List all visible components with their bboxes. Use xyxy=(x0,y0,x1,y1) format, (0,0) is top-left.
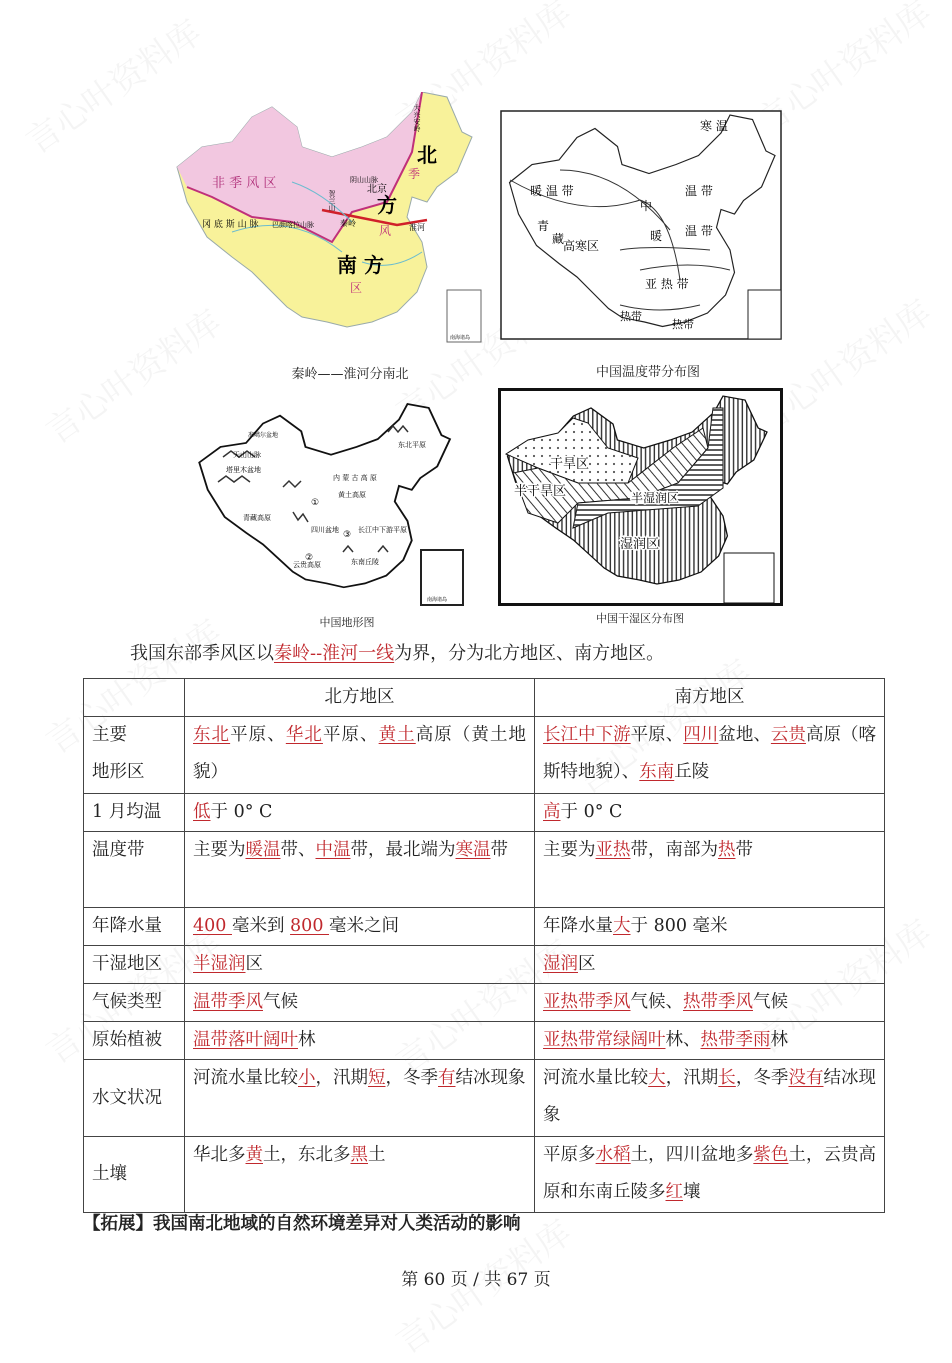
map-label: 北京 xyxy=(367,184,387,195)
map-label: 青藏高原 xyxy=(243,514,271,522)
answer-highlight: 紫色 xyxy=(753,1145,789,1165)
map-label: 风 xyxy=(379,224,392,238)
map-label: 南海诸岛 xyxy=(427,597,448,603)
answer-highlight: 黄 xyxy=(245,1145,263,1165)
map-label: 热带 xyxy=(620,310,642,323)
answer-highlight: 中温 xyxy=(315,840,351,860)
row-label xyxy=(84,794,185,832)
cell-north xyxy=(185,908,535,946)
table-row xyxy=(84,984,885,1022)
answer-highlight: 小 xyxy=(298,1068,316,1088)
answer-highlight: 东南 xyxy=(639,762,675,782)
table-row xyxy=(84,717,885,794)
cell-north xyxy=(185,1137,535,1213)
row-label xyxy=(84,908,185,946)
answer-highlight: 热 xyxy=(718,840,736,860)
page-footer: 第 60 页 / 共 67 页 xyxy=(401,1270,551,1290)
text-segment: 土，云贵高原和东南丘陵多 xyxy=(543,1145,877,1202)
map-label: 黄土高原 xyxy=(338,491,366,499)
answer-highlight: 四川 xyxy=(683,725,719,745)
answer-highlight: 寒温 xyxy=(455,840,491,860)
header-cell-empty xyxy=(84,679,185,717)
answer-highlight: 温带落叶阔叶 xyxy=(193,1030,298,1050)
answer-highlight: 东北 xyxy=(193,725,231,745)
cell-north xyxy=(185,717,535,794)
answer-highlight: 华北 xyxy=(285,725,323,745)
answer-highlight: 高 xyxy=(543,802,561,822)
text-segment: 主要为 xyxy=(193,840,246,860)
map-label: 云贵高原 xyxy=(293,561,321,569)
text-segment: 土，东北多 xyxy=(263,1145,351,1165)
map-label: 冈 底 斯 山 脉 xyxy=(202,220,259,230)
cell-north xyxy=(185,1022,535,1060)
text-segment: 林 xyxy=(298,1030,316,1050)
text-segment: 气候、 xyxy=(630,992,683,1012)
answer-highlight: 水稻 xyxy=(595,1145,631,1165)
text-segment: 于 800 毫米 xyxy=(630,916,728,936)
map-label: 区 xyxy=(350,281,363,295)
text-segment: 气候 xyxy=(753,992,788,1012)
row-label-line: 气候类型 xyxy=(92,992,162,1012)
text-segment: 气候 xyxy=(263,992,298,1012)
cell-north xyxy=(185,794,535,832)
map-label: 热带 xyxy=(672,318,694,331)
table-row xyxy=(84,794,885,832)
row-label-line: 主要 xyxy=(92,725,127,745)
row-label xyxy=(84,1022,185,1060)
answer-highlight: 低 xyxy=(193,802,211,822)
answer-highlight: 没有 xyxy=(788,1068,824,1088)
north-south-comparison-table xyxy=(83,678,885,1213)
text-segment: 高原（黄土地貌） xyxy=(193,725,527,782)
row-label-line: 年降水量 xyxy=(92,916,162,936)
answer-highlight: 热带季雨 xyxy=(700,1030,771,1050)
map-label: 青 xyxy=(537,219,550,233)
cell-south xyxy=(535,717,885,794)
row-label xyxy=(84,717,185,794)
text-segment: 林 xyxy=(770,1030,788,1050)
map-label: 南海诸岛 xyxy=(450,335,471,341)
table-row xyxy=(84,1137,885,1213)
header-cell-north: 北方地区 xyxy=(185,679,535,717)
text-segment: 华北多 xyxy=(193,1145,246,1165)
row-label-line: 地形区 xyxy=(92,762,145,782)
text-segment: 结冰现象 xyxy=(455,1068,526,1088)
map-label: 阴山山脉 xyxy=(350,176,378,184)
answer-highlight: 云贵 xyxy=(770,725,806,745)
text-segment: 毫米之间 xyxy=(329,916,400,936)
map-label: 高寒区 xyxy=(563,239,600,253)
text-segment: ，汛期 xyxy=(665,1068,719,1088)
text-segment: 区 xyxy=(245,954,263,974)
map-caption: 中国地形图 xyxy=(319,616,375,629)
answer-highlight: 暖温 xyxy=(245,840,281,860)
map-label: 季 xyxy=(408,167,421,181)
cell-north xyxy=(185,984,535,1022)
table-row xyxy=(84,832,885,908)
map-label: 南 方 xyxy=(337,253,384,277)
map-caption: 秦岭——淮河分南北 xyxy=(291,367,409,382)
row-label xyxy=(84,946,185,984)
answer-highlight: 800 xyxy=(290,916,330,936)
header-cell-south: 南方地区 xyxy=(535,679,885,717)
map-label: 暖 xyxy=(650,229,663,243)
map-label: 贺兰山 xyxy=(328,190,336,211)
text-segment: 带 xyxy=(735,840,753,860)
answer-highlight: 温带季风 xyxy=(193,992,263,1012)
text-segment: 丘陵 xyxy=(674,762,710,782)
row-label xyxy=(84,1137,185,1213)
row-label-line: 温度带 xyxy=(92,840,145,860)
dry-wet-zone-map xyxy=(498,388,783,606)
map-label: 方 xyxy=(377,193,397,217)
map-label: 温 带 xyxy=(685,224,713,238)
answer-highlight: 黄土 xyxy=(378,725,416,745)
map-caption: 中国温度带分布图 xyxy=(595,365,701,380)
text-segment: ，汛期 xyxy=(315,1068,368,1088)
map-caption: 中国干湿区分布图 xyxy=(596,612,684,625)
row-label-line: 水文状况 xyxy=(92,1087,162,1108)
table-row xyxy=(84,1060,885,1137)
cell-north xyxy=(185,832,535,908)
map-label: 内 蒙 古 高 原 xyxy=(333,474,377,482)
answer-highlight: 湿润 xyxy=(543,954,578,974)
map-label: 秦岭 xyxy=(340,219,356,228)
map-label: 东北平原 xyxy=(398,441,426,449)
text-segment: 区 xyxy=(578,954,596,974)
extension-heading: 【拓展】我国南北地域的自然环境差异对人类活动的影响 xyxy=(83,1214,521,1234)
text-segment: 平原多 xyxy=(543,1145,596,1165)
answer-highlight: 亚热带常绿阔叶 xyxy=(543,1030,666,1050)
map-label: 准噶尔盆地 xyxy=(248,432,279,439)
cell-south xyxy=(535,1137,885,1213)
answer-highlight: 秦岭--淮河一线 xyxy=(274,643,395,664)
table-row xyxy=(84,1022,885,1060)
table-row xyxy=(84,908,885,946)
text-segment: ，冬季 xyxy=(385,1068,438,1088)
text-segment: 林、 xyxy=(665,1030,701,1050)
text-segment: 河流水量比较 xyxy=(543,1068,649,1088)
row-label-line: 干湿地区 xyxy=(92,954,162,974)
map-label: ① xyxy=(311,498,320,508)
map-label: 半湿润区 xyxy=(631,491,680,505)
text-segment: 土 xyxy=(368,1145,386,1165)
row-label xyxy=(84,1060,185,1137)
map-label: 塔里木盆地 xyxy=(226,466,261,474)
text-segment: 毫米到 xyxy=(231,916,291,936)
text-segment: ，冬季 xyxy=(735,1068,789,1088)
map-label: 亚 热 带 xyxy=(645,277,689,291)
text-segment: 平原、 xyxy=(230,725,286,745)
row-label-line: 原始植被 xyxy=(92,1030,162,1050)
map-label: ② xyxy=(305,553,314,563)
cell-south xyxy=(535,1022,885,1060)
answer-highlight: 红 xyxy=(665,1182,683,1202)
answer-highlight: 亚热 xyxy=(595,840,631,860)
answer-highlight: 热带季风 xyxy=(683,992,753,1012)
answer-highlight: 黑 xyxy=(350,1145,368,1165)
map-label: 半干旱区 xyxy=(514,484,567,499)
map-label: 淮河 xyxy=(409,223,425,232)
answer-highlight: 长江中下游 xyxy=(543,725,631,745)
text-segment: 平原、 xyxy=(630,725,684,745)
map-label: 干旱区 xyxy=(550,457,590,472)
cell-north xyxy=(185,946,535,984)
answer-highlight: 长 xyxy=(718,1068,736,1088)
table-row xyxy=(84,946,885,984)
map-label: 湿润区 xyxy=(620,537,660,552)
row-label-line: 土壤 xyxy=(92,1164,127,1184)
cell-south xyxy=(535,908,885,946)
map-label: 非 季 风 区 xyxy=(212,176,277,191)
map-label: 四川盆地 xyxy=(311,526,339,534)
map-label: 长江中下游平原 xyxy=(358,526,407,534)
cell-south xyxy=(535,1060,885,1137)
text-segment: 结冰现象 xyxy=(543,1068,877,1125)
text-segment: 于 0° C xyxy=(560,802,623,822)
text-segment: 平原、 xyxy=(322,725,379,745)
answer-highlight: 大 xyxy=(648,1068,666,1088)
intro-sentence xyxy=(130,642,664,666)
map-label: 巴颜喀拉山脉 xyxy=(272,221,314,229)
answer-highlight: 有 xyxy=(438,1068,456,1088)
text-segment: 带、 xyxy=(280,840,316,860)
text-segment: 壤 xyxy=(683,1182,701,1202)
answer-highlight: 亚热带季风 xyxy=(543,992,631,1012)
map-label: 大兴安岭 xyxy=(413,104,421,132)
row-label xyxy=(84,832,185,908)
text-segment: 为界，分为北方地区、南方地区。 xyxy=(394,643,665,664)
cell-south xyxy=(535,794,885,832)
map-label: 北 xyxy=(417,143,437,167)
text-segment: 主要为 xyxy=(543,840,596,860)
temperature-zone-map xyxy=(500,110,782,340)
text-segment: 土，四川盆地多 xyxy=(630,1145,754,1165)
answer-highlight: 大 xyxy=(613,916,631,936)
cell-south xyxy=(535,984,885,1022)
map-label: 中 xyxy=(640,199,653,213)
row-label-line: 1 月均温 xyxy=(92,802,162,822)
map-label: 东南丘陵 xyxy=(351,558,379,566)
text-segment: 我国东部季风区以 xyxy=(130,643,274,664)
cell-north xyxy=(185,1060,535,1137)
map-label: 藏 xyxy=(552,232,565,246)
text-segment: 年降水量 xyxy=(543,916,613,936)
text-segment: 带，南部为 xyxy=(630,840,718,860)
answer-highlight: 400 xyxy=(193,916,232,936)
text-segment: 高原（喀斯特地貌）、 xyxy=(543,725,877,782)
text-segment: 带，最北端为 xyxy=(350,840,456,860)
map-label: 天山山脉 xyxy=(233,451,261,459)
text-segment: 河流水量比较 xyxy=(193,1068,298,1088)
cell-south xyxy=(535,832,885,908)
map-label: ③ xyxy=(343,530,352,540)
answer-highlight: 短 xyxy=(368,1068,386,1088)
text-segment: 带 xyxy=(490,840,508,860)
answer-highlight: 半湿润 xyxy=(193,954,246,974)
map-label: 暖 温 带 xyxy=(530,184,574,198)
terrain-map xyxy=(193,402,465,607)
cell-south xyxy=(535,946,885,984)
text-segment: 于 0° C xyxy=(210,802,273,822)
map-label: 温 带 xyxy=(685,184,713,198)
table-header-row xyxy=(84,679,885,717)
qinling-huaihe-map xyxy=(172,92,482,352)
row-label xyxy=(84,984,185,1022)
text-segment: 盆地、 xyxy=(718,725,771,745)
map-label: 寒 温 xyxy=(700,119,728,133)
